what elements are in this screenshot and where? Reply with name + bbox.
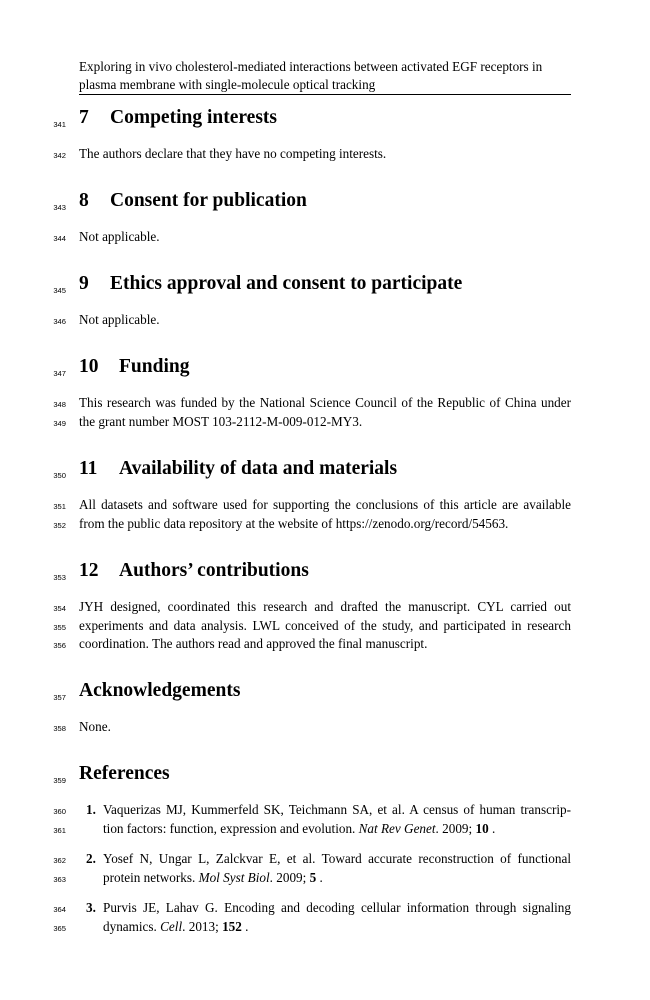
reference-volume: 5 (309, 870, 317, 885)
reference-line (103, 919, 571, 935)
line-number: 343 (53, 203, 66, 212)
line-number: 362 (53, 856, 66, 865)
line-number: 365 (53, 924, 66, 933)
reference-journal: Mol Syst Biol (198, 870, 270, 885)
running-header-line1: Exploring in vivo cholesterol-mediated interactions between activated EGF receptors in (79, 59, 543, 74)
reference-line: Purvis JE, Lahav G. Encoding and decoding cellular information through signaling (103, 900, 571, 915)
section-body-line: the grant number MOST 103-2112-M-009-012-MY3. (79, 414, 363, 429)
line-number: 345 (53, 286, 66, 295)
section-heading-ethics-approval (79, 273, 462, 295)
reference-text: protein networks. (103, 870, 199, 885)
line-number: 350 (53, 471, 66, 480)
acknowledgements-body: None. (79, 719, 111, 734)
section-number: 12 (79, 560, 99, 581)
section-title: Funding (119, 356, 190, 377)
line-number: 359 (53, 776, 66, 785)
reference-line (103, 870, 571, 886)
reference-line (103, 821, 571, 837)
section-number: 7 (79, 107, 89, 128)
reference-text: dynamics. (103, 919, 161, 934)
line-number: 352 (53, 521, 66, 530)
line-number: 348 (53, 400, 66, 409)
section-number: 9 (79, 273, 89, 294)
line-number: 361 (53, 826, 66, 835)
reference-journal: Cell (160, 919, 183, 934)
section-number: 8 (79, 190, 89, 211)
section-body-line: coordination. The authors read and approved the final manuscript. (79, 636, 428, 651)
line-number: 357 (53, 693, 66, 702)
line-number: 364 (53, 905, 66, 914)
references-heading: References (79, 763, 170, 784)
section-title: Consent for publication (110, 190, 307, 211)
header-rule (79, 94, 571, 95)
line-number: 347 (53, 369, 66, 378)
section-heading-competing-interests (79, 107, 277, 129)
reference-journal: Nat Rev Genet (358, 821, 436, 836)
line-number: 355 (53, 623, 66, 632)
line-number: 363 (53, 875, 66, 884)
reference-volume: 10 (475, 821, 489, 836)
section-body-line: JYH designed, coordinated this research and drafted the manuscript. CYL carried out (79, 599, 571, 614)
reference-volume: 152 (222, 919, 242, 934)
section-body: Not applicable. (79, 312, 160, 327)
section-heading-authors-contributions (79, 560, 309, 582)
line-number: 351 (53, 502, 66, 511)
reference-year: . 2009; (435, 821, 476, 836)
section-heading-funding (79, 356, 189, 378)
running-header (79, 58, 571, 94)
reference-end: . (488, 821, 496, 836)
section-body-line: This research was funded by the National Science Council of the Republic of China under (79, 395, 571, 410)
section-heading-availability (79, 458, 397, 480)
section-title: Authors’ contributions (119, 560, 309, 581)
line-number: 342 (53, 151, 66, 160)
reference-line: Yosef N, Ungar L, Zalckvar E, et al. Toward accurate reconstruction of functional (103, 851, 571, 866)
line-number: 344 (53, 234, 66, 243)
line-number: 356 (53, 641, 66, 650)
section-body-line: experiments and data analysis. LWL conceived of the study, and participated in research (79, 618, 571, 633)
section-title: Competing interests (110, 107, 277, 128)
line-number: 358 (53, 724, 66, 733)
section-body-line: All datasets and software used for supporting the conclusions of this article are available (79, 497, 571, 512)
line-number: 346 (53, 317, 66, 326)
reference-year: . 2013; (182, 919, 223, 934)
reference-end: . (241, 919, 249, 934)
reference-text: tion factors: function, expression and evolution. (103, 821, 359, 836)
section-title: Ethics approval and consent to participate (110, 273, 463, 294)
reference-number: 2. (86, 851, 96, 866)
running-header-line2: plasma membrane with single-molecule optical tracking (79, 77, 376, 92)
section-body-line: from the public data repository at the website of https://zenodo.org/record/54563. (79, 516, 509, 531)
reference-end: . (316, 870, 323, 885)
section-number: 11 (79, 458, 98, 479)
section-body: Not applicable. (79, 229, 160, 244)
line-number: 360 (53, 807, 66, 816)
section-number: 10 (79, 356, 99, 377)
line-number: 349 (53, 419, 66, 428)
line-number: 354 (53, 604, 66, 613)
section-body: The authors declare that they have no competing interests. (79, 146, 387, 161)
reference-number: 1. (86, 802, 96, 817)
line-number: 341 (53, 120, 66, 129)
section-heading-consent-for-publication (79, 190, 307, 212)
reference-line: Vaquerizas MJ, Kummerfeld SK, Teichmann SA, et al. A census of human transcrip- (103, 802, 571, 817)
reference-year: . 2009; (269, 870, 310, 885)
line-number: 353 (53, 573, 66, 582)
acknowledgements-heading: Acknowledgements (79, 680, 241, 701)
reference-number: 3. (86, 900, 96, 915)
section-title: Availability of data and materials (119, 458, 398, 479)
